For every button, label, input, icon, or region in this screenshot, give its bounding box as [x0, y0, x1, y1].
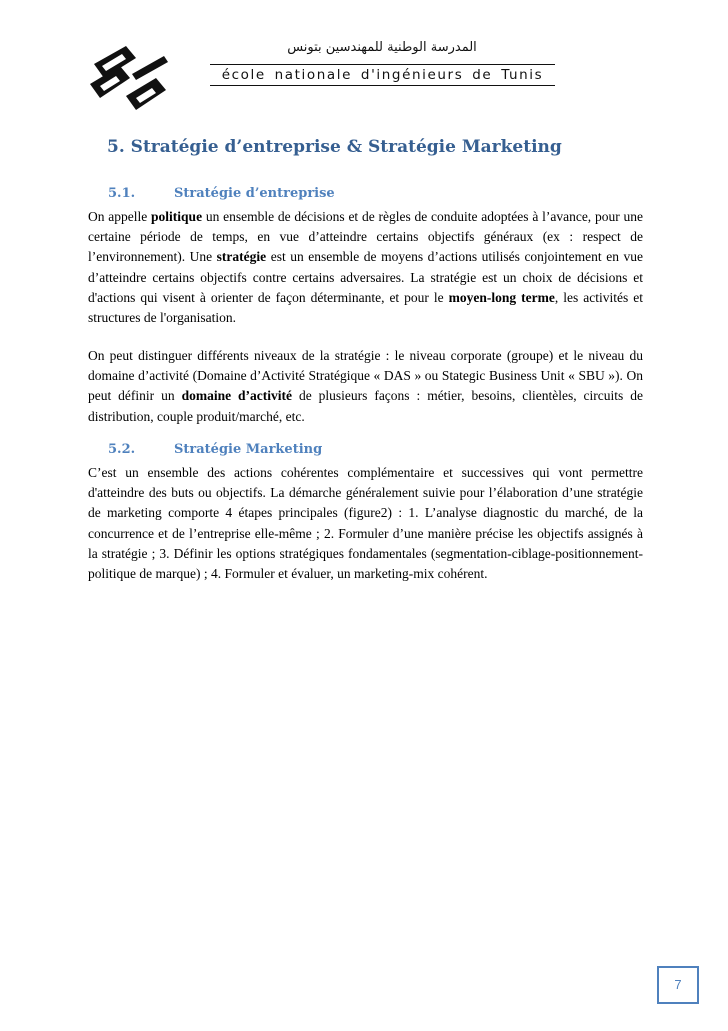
enit-logo-icon [86, 44, 172, 116]
page-number: 7 [674, 977, 682, 992]
page-number-box [657, 966, 699, 1004]
paragraph-strategie-entreprise-1 [88, 207, 643, 328]
school-name: école nationale d'ingénieurs de Tunis [210, 64, 555, 86]
text-run: , les activités et structures de l'organisation. [88, 289, 643, 326]
subsection-title: Stratégie d’entreprise [174, 186, 335, 201]
paragraph-strategie-marketing: C’est un ensemble des actions cohérentes complémentaire et successives qui vont permettre d'atteindre des buts ou objectifs. La démarche généralement suivie pour l’élaboration d’une stratégie de marketing comporte 4 étapes principales (figure2) : 1. L’analyse diagnostic du marché, de la concurrence et de l’entreprise elle-même ; 2. Formuler d’une manière précise les objectifs assignés à la stratégie ; 3. Définir les options stratégiques fondamentales (segmentation-ciblage-positionnement-politique de marque) ; 4. Formuler et évaluer, un marketing-mix cohérent. [88, 465, 643, 582]
paragraph-strategie-entreprise-2 [88, 346, 643, 427]
subsection-title: Stratégie Marketing [174, 442, 323, 457]
bold-term: domaine d’activité [181, 388, 292, 404]
text-run: de plusieurs façons : métier, besoins, clientèles, circuits de distribution, couple produit/marché, etc. [88, 388, 643, 424]
text-run: On appelle [88, 209, 152, 224]
text-run: un ensemble de décisions et de règles de conduite adoptées à l’avance, pour une certaine période de temps, en vue d’atteindre certains objectifs généraux (ex : respect de l’environnement). Une [88, 209, 643, 265]
school-name-arabic: المدرسة الوطنية للمهندسين بتونس [287, 40, 477, 55]
subsection-number: 5.1. [108, 186, 136, 201]
bold-term: moyen-long terme [448, 289, 555, 305]
bold-term: stratégie [216, 249, 267, 265]
section-heading: 5. Stratégie d’entreprise & Stratégie Marketing [107, 137, 562, 157]
bold-term: politique [151, 209, 203, 224]
text-run: On peut distinguer différents niveaux de la stratégie : le niveau corporate (groupe) et le niveau du domaine d’activité (Domaine d’Activité Stratégique « DAS » ou Stategic Business Unit « SBU »). On peut définir un [88, 348, 643, 404]
text-run: est un ensemble de moyens d’actions utilisés conjointement en vue d’atteindre certains objectifs contre certains adversaires. La stratégie est un choix de décisions et d'actions qui visent à orienter de façon déterminante, et pour le [88, 249, 643, 305]
subsection-number: 5.2. [108, 442, 136, 457]
